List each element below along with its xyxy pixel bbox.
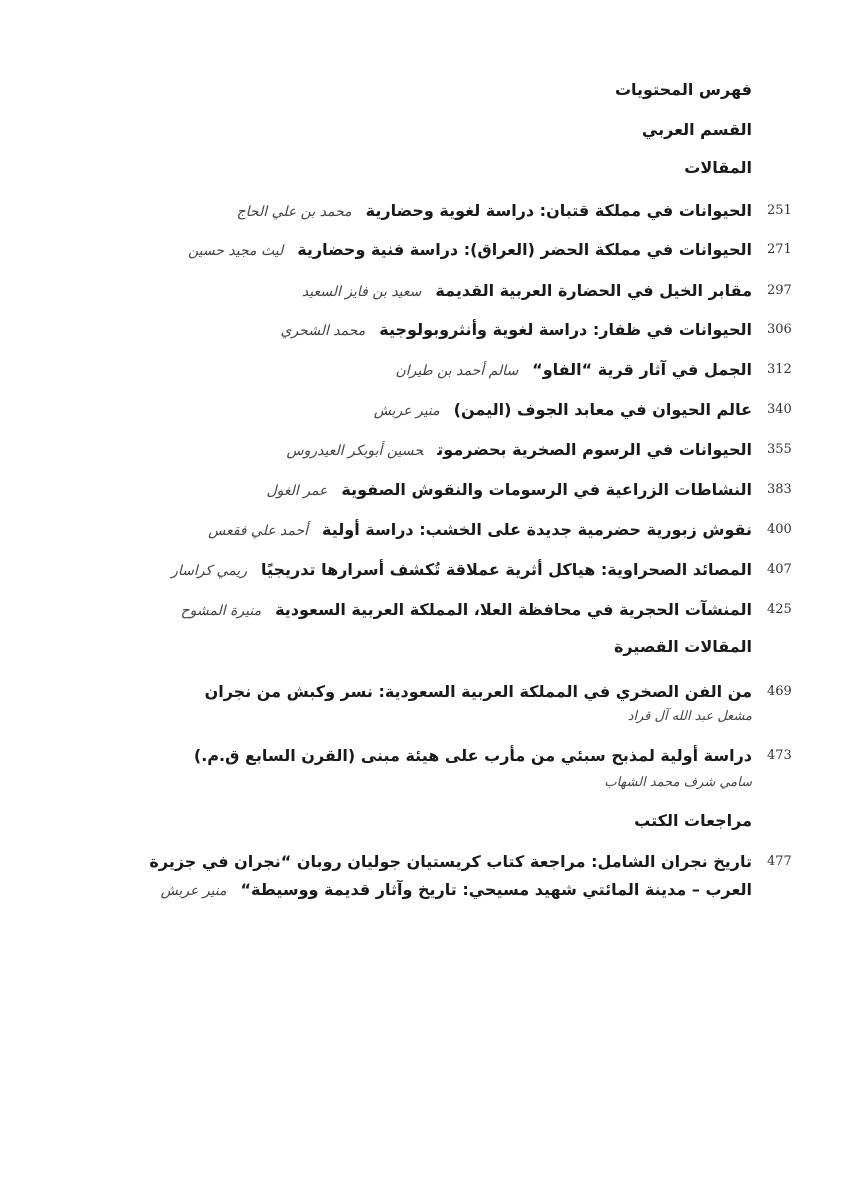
page-number: 425	[767, 602, 792, 617]
entry-title: نقوش زبورية حضرمية جديدة على الخشب: دراسة أولية	[322, 520, 752, 539]
toc-title: فهرس المحتويات	[614, 80, 752, 99]
entry-title: تاريخ نجران الشامل: مراجعة كتاب كريستيان جوليان روبان “نجران في جزيرة	[149, 852, 752, 871]
page-number: 271	[767, 242, 792, 257]
entry-title: النشاطات الزراعية في الرسومات والنقوش الصفوية	[341, 480, 752, 499]
short-articles-heading: المقالات القصيرة	[613, 637, 752, 656]
entry-title: من الفن الصخري في المملكة العربية السعودية: نسر وكبش من نجران	[204, 682, 752, 701]
page-number: 297	[767, 283, 792, 298]
entry-title: المصائد الصحراوية: هياكل أثرية عملاقة تُكشف أسرارها تدريجيًا	[260, 560, 752, 579]
toc-entry	[0, 678, 867, 706]
page-number: 477	[767, 854, 792, 869]
entry-author: سعيد بن فايز السعيد	[301, 284, 422, 300]
toc-entry	[0, 476, 867, 504]
entry-title: مقابر الخيل في الحضارة العربية القديمة	[435, 281, 752, 300]
page-number: 469	[767, 684, 792, 699]
entry-title: الحيوانات في ظفار: دراسة لغوية وأنثروبولوجية	[379, 320, 752, 339]
toc-entry	[0, 556, 867, 584]
entry-author: سالم أحمد بن طيران	[395, 363, 519, 379]
entry-title: الحيوانات في مملكة قتبان: دراسة لغوية وحضارية	[365, 201, 752, 220]
entry-author: منيرة المشوح	[180, 603, 262, 619]
entry-author: محمد بن علي الحاج	[236, 204, 352, 220]
toc-entry	[0, 356, 867, 384]
section-title: القسم العربي	[641, 120, 752, 139]
page-number: 312	[767, 362, 792, 377]
page-number: 340	[767, 402, 792, 417]
entry-title: دراسة أولية لمذبح سبئي من مأرب على هيئة مبنى (القرن السابع ق.م.)	[193, 746, 752, 765]
toc-entry	[0, 197, 867, 225]
page-number: 407	[767, 562, 792, 577]
entry-author: ليث مجيد حسين	[187, 243, 284, 259]
toc-entry-continuation	[0, 876, 867, 904]
toc-entry	[0, 742, 867, 770]
entry-title: الجمل في آثار قرية “الفاو“	[532, 360, 752, 379]
toc-entry	[0, 277, 867, 305]
toc-entry	[0, 316, 867, 344]
entry-author: ريمي كراسار	[171, 563, 247, 579]
reviews-heading: مراجعات الكتب	[634, 811, 752, 830]
entry-author: أحمد علي فقعس	[208, 523, 309, 539]
entry-title: الحيوانات في مملكة الحضر (العراق): دراسة فنية وحضارية	[297, 240, 752, 259]
page-number: 473	[767, 748, 792, 763]
toc-entry	[0, 436, 867, 464]
page-number: 355	[767, 442, 792, 457]
entry-author: منير عربش	[160, 883, 227, 899]
page-number: 306	[767, 322, 792, 337]
toc-entry	[0, 596, 867, 624]
entry-author: عمر الغول	[266, 483, 328, 499]
entry-author: حسين أبوبكر العيدروس	[286, 443, 424, 459]
entry-title-continuation: العرب – مدينة المائتي شهيد مسيحي: تاريخ وآثار قديمة ووسيطة“	[240, 880, 752, 899]
entry-author: سامي شرف محمد الشهاب	[604, 775, 752, 790]
toc-entry	[0, 848, 867, 876]
articles-heading: المقالات	[684, 158, 752, 177]
page-number: 251	[767, 203, 792, 218]
entry-title: عالم الحيوان في معابد الجوف (اليمن)	[453, 400, 752, 419]
entry-author: محمد الشحري	[280, 323, 366, 339]
toc-entry	[0, 396, 867, 424]
toc-entry	[0, 236, 867, 264]
entry-author: منير عربش	[373, 403, 440, 419]
toc-entry	[0, 516, 867, 544]
entry-author: مشعل عبد الله آل قراد	[627, 709, 752, 724]
entry-title: المنشآت الحجرية في محافظة العلا، المملكة العربية السعودية	[275, 600, 752, 619]
page-number: 383	[767, 482, 792, 497]
entry-title: الحيوانات في الرسوم الصخرية بحضرموت	[437, 440, 752, 459]
page-number: 400	[767, 522, 792, 537]
